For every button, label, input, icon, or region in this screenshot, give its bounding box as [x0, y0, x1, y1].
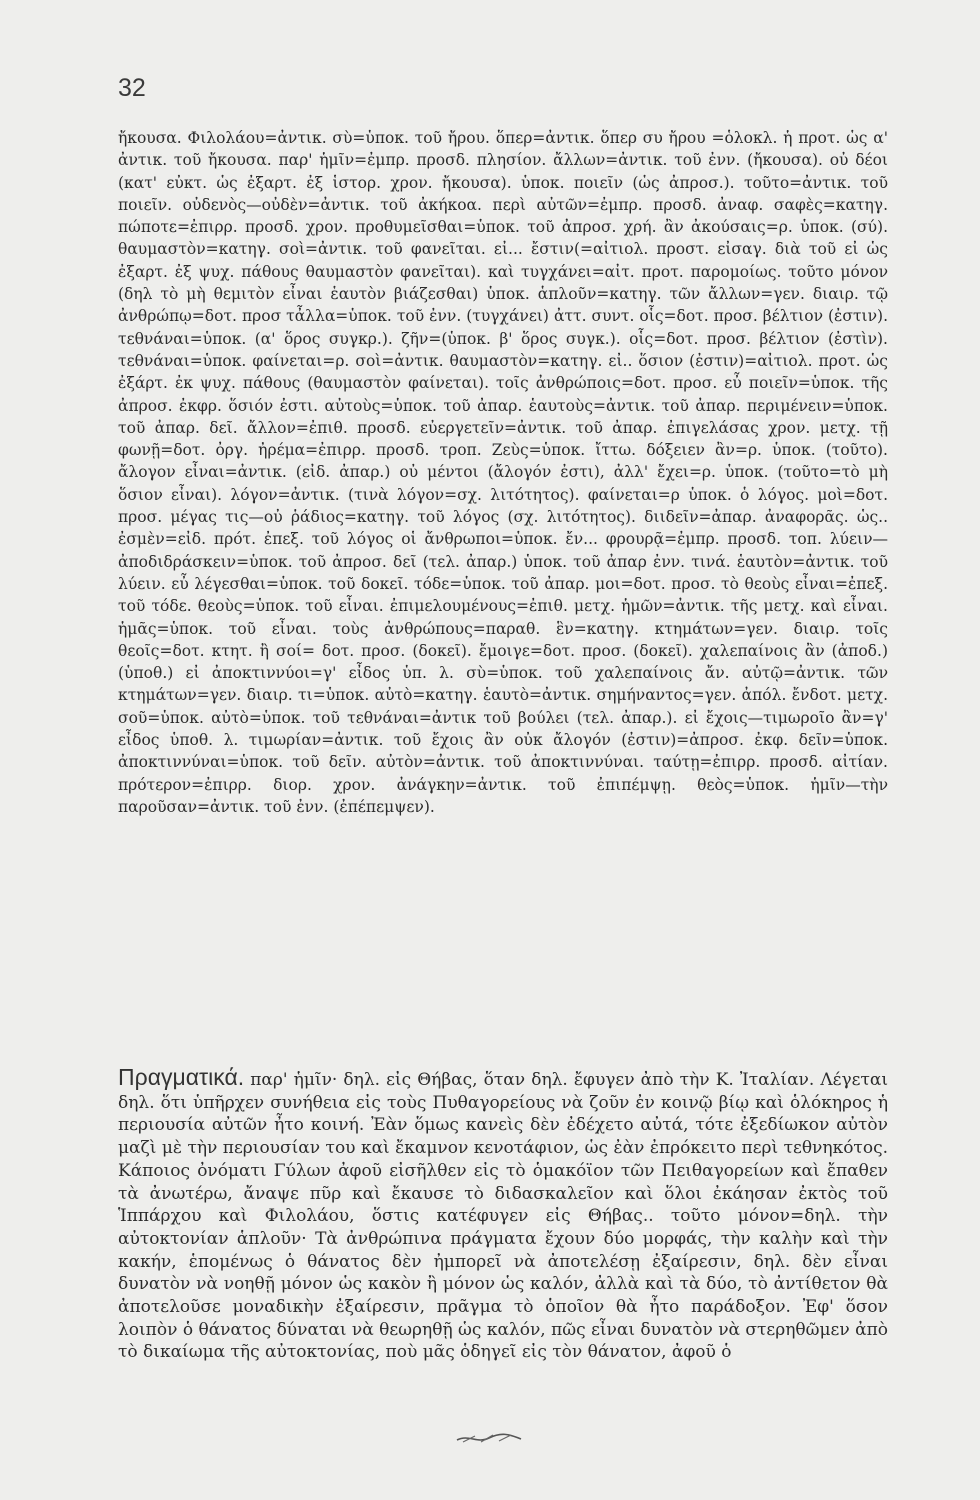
- printer-ornament-icon: [455, 1430, 525, 1446]
- section-heading: Πραγματικά.: [118, 1064, 245, 1090]
- grammatical-commentary: ἤκουσα. Φιλολάου=ἀντικ. σὺ=ὑποκ. τοῦ ἤρου. ὅπερ=ἀντικ. ὅπερ συ ἤρου =ὁλοκλ. ἡ προτ. ὡς α' ἀντικ. τοῦ ἤκουσα. παρ' ἡμῖν=ἐμπρ. προσδ. πλησίον. ἄλλων=ἀντικ. τοῦ ἐνν. (ἤκουσα). οὐ δέοι (κατ' εὐκτ. ὡς ἐξαρτ. ἐξ ἱστορ. χρον. ἤκουσα). ὑποκ. ποιεῖν (ὡς ἀπροσ.). τοῦτο=ἀντικ. τοῦ ποιεῖν. οὐδενὸς—οὐδὲν=ἀντικ. τοῦ ἀκήκοα. περὶ αὐτῶν=ἐμπρ. προσδ. ἀναφ. σαφὲς=κατηγ. πώποτε=ἐπιρρ. προσδ. χρον. προθυμεῖσθαι=ὑποκ. τοῦ ἀπροσ. χρή. ἂν ἀκούσαις=ρ. ὑποκ. (σύ). θαυμαστὸν=κατηγ. σοὶ=ἀντικ. τοῦ φανεῖται. εἰ... ἔστιν(=αἰτιολ. προστ. εἰσαγ. διὰ τοῦ εἰ ὡς ἐξαρτ. ἐξ ψυχ. πάθους θαυμαστὸν φανεῖται). καὶ τυγχάνει=αἰτ. προτ. παρομοίως. τοῦτο μόνον (δηλ τὸ μὴ θεμιτὸν εἶναι ἑαυτὸν βιάζεσθαι) ὑποκ. ἁπλοῦν=κατηγ. τῶν ἄλλων=γεν. διαιρ. τῷ ἀνθρώπῳ=δοτ. προσ τἆλλα=ὑποκ. τοῦ ἐνν. (τυγχάνει) ἀττ. συντ. οἷς=δοτ. προσ. βέλτιον (ἐστιν). τεθνάναι=ὑποκ. (α' ὅρος συγκρ.). ζῆν=(ὑποκ. β' ὅρος συγκ.). οἷς=δοτ. προσ. βέλτιον (ἐστὶν). τεθνάναι=ὑποκ. φαίνεται=ρ. σοὶ=ἀντικ. θαυμαστὸν=κατηγ. εἰ.. ὅσιον (ἐστιν)=αἰτιολ. προτ. ὡς ἐξάρτ. ἐκ ψυχ. πάθους (θαυμαστὸν φαίνεται). τοῖς ἀνθρώποις=δοτ. προσ. εὖ ποιεῖν=ὑποκ. τῆς ἀπροσ. ἐκφρ. ὅσιόν ἐστι. αὐτοὺς=ὑποκ. τοῦ ἀπαρ. ἑαυτοὺς=ἀντικ. τοῦ ἀπαρ. περιμένειν=ὑποκ. τοῦ ἀπαρ. δεῖ. ἄλλον=ἐπιθ. προσδ. εὐεργετεῖν=ἀντικ. τοῦ ἀπαρ. ἐπιγελάσας χρον. μετχ. τῇ φωνῇ=δοτ. ὀργ. ἠρέμα=ἐπιρρ. προσδ. τροπ. Ζεὺς=ὑποκ. ἴττω. δόξειεν ἂν=ρ. ὑποκ. (τοῦτο). ἄλογον εἶναι=ἀντικ. (εἰδ. ἀπαρ.) οὐ μέντοι (ἄλογόν ἐστι), ἀλλ' ἔχει=ρ. ὑποκ. (τοῦτο=τὸ μὴ ὅσιον εἶναι). λόγον=ἀντικ. (τινὰ λόγον=σχ. λιτότητος). φαίνεται=ρ ὑποκ. ὁ λόγος. μοὶ=δοτ. προσ. μέγας τις—οὐ ῥάδιος=κατηγ. τοῦ λόγος (σχ. λιτότητος). διιδεῖν=ἀπαρ. ἀναφορᾶς. ὡς.. ἐσμὲν=εἰδ. πρότ. ἐπεξ. τοῦ λόγος οἱ ἄνθρωποι=ὑποκ. ἔν... φρουρᾷ=ἐμπρ. προσδ. τοπ. λύειν—ἀποδιδράσκειν=ὑποκ. τοῦ ἀπροσ. δεῖ (τελ. ἀπαρ.) ὑποκ. τοῦ ἀπαρ ἐνν. τινά. ἑαυτὸν=ἀντικ. τοῦ λύειν. εὖ λέγεσθαι=ὑποκ. τοῦ δοκεῖ. τόδε=ὑποκ. τοῦ ἀπαρ. μοι=δοτ. προσ. τὸ θεοὺς εἶναι=ἐπεξ. τοῦ τόδε. θεοὺς=ὑποκ. τοῦ εἶναι. ἐπιμελουμένους=ἐπιθ. μετχ. ἡμῶν=ἀντικ. τῆς μετχ. καὶ εἶναι. ἡμᾶς=ὑποκ. τοῦ εἶναι. τοὺς ἀνθρώπους=παραθ. ἓν=κατηγ. κτημάτων=γεν. διαιρ. τοῖς θεοῖς=δοτ. κτητ. ἢ σοί= δοτ. προσ. (δοκεῖ). ἔμοιγε=δοτ. προσ. (δοκεῖ). χαλεπαίνοις ἂν (ἀποδ.) (ὑποθ.) εἰ ἀποκτιννύοι=γ' εἶδος ὑπ. λ. σὺ=ὑποκ. τοῦ χαλεπαίνοις ἄν. αὐτῷ=ἀντικ. τῶν κτημάτων=γεν. διαιρ. τι=ὑποκ. αὐτὸ=κατηγ. ἑαυτὸ=ἀντικ. σημήναντος=γεν. ἀπόλ. ἔνδοτ. μετχ. σοῦ=ὑποκ. αὐτὸ=ὑποκ. τοῦ τεθνάναι=ἀντικ τοῦ βούλει (τελ. ἀπαρ.). εἰ ἔχοις—τιμωροῖο ἂν=γ' εἶδος ὑποθ. λ. τιμωρίαν=ἀντικ. τοῦ ἔχοις ἂν οὐκ ἄλογόν (ἐστιν)=ἀπροσ. ἐκφ. δεῖν=ὑποκ. ἀποκτιννύναι=ὑποκ. τοῦ δεῖν. αὐτὸν=ἀντικ. τοῦ ἀποκτιννύναι. ταύτῃ=ἐπιρρ. προσδ. αἰτίαν. πρότερον=ἐπιρρ. διορ. χρον. ἀνάγκην=ἀντικ. τοῦ ἐπιπέμψῃ. θεὸς=ὑποκ. ἡμῖν—τὴν παροῦσαν=ἀντικ. τοῦ ἐνν. (ἐπέπεμψεν).: [118, 129, 888, 816]
- translation-text: παρ' ἡμῖν· δηλ. εἰς Θήβας, ὅταν δηλ. ἔφυγεν ἀπὸ τὴν Κ. Ἰταλίαν. Λέγεται δηλ. ὅτι ὑπῆρχεν συνήθεια εἰς τοὺς Πυθαγορείους νὰ ζοῦν ἐν κοινῷ βίῳ καὶ ὁλόκηρος ἡ περιουσία αὐτῶν ἦτο κοινή. Ἐὰν ὅμως κανεὶς δὲν ἐδέχετο αὐτά, τότε ἐξεδίωκον αὐτὸν μαζὶ μὲ τὴν περιουσίαν του καὶ ἔκαμνον κενοτάφιον, ὡς ἐὰν ἐπρόκειτο περὶ τεθνηκότος. Κάποιος ὀνόματι Γύλων ἀφοῦ εἰσῆλθεν εἰς τὸ ὁμακόϊον τῶν Πειθαγορείων καὶ ἔπαθεν τὰ ἀνωτέρω, ἄναψε πῦρ καὶ ἔκαυσε τὸ διδασκαλεῖον καὶ ὅλοι ἐκάησαν ἐκτὸς τοῦ Ἱππάρχου καὶ Φιλολάου, ὅστις κατέφυγεν εἰς Θήβας.. τοῦτο μόνον=δηλ. τὴν αὐτοκτονίαν ἁπλοῦν· Τὰ ἀνθρώπινα πράγματα ἔχουν δύο μορφάς, τὴν καλὴν καὶ τὴν κακήν, ἑπομένως ὁ θάνατος δὲν ἠμπορεῖ νὰ ἀποτελέσῃ ἐξαίρεσιν, δηλ. δὲν εἶναι δυνατὸν νὰ νοηθῇ μόνον ὡς κακὸν ἢ μόνον ὡς καλόν, ἀλλὰ καὶ τὰ δύο, τὸ ἀντίθετον θὰ ἀποτελοῦσε μοναδικὴν ἐξαίρεσιν, πρᾶγμα τὸ ὁποῖον θὰ ἦτο παράδοξον. Ἐφ' ὅσον λοιπὸν ὁ θάνατος δύναται νὰ θεωρηθῇ ὡς καλόν, πῶς εἶναι δυνατὸν νὰ στερηθῶμεν ἀπὸ τὸ δικαίωμα τῆς αὐτοκτονίας, ποὺ μᾶς ὁδηγεῖ εἰς τὸν θάνατον, ἀφοῦ ὁ: [118, 1070, 888, 1363]
- page-number: 32: [118, 74, 146, 102]
- translation-section: [118, 1066, 888, 1364]
